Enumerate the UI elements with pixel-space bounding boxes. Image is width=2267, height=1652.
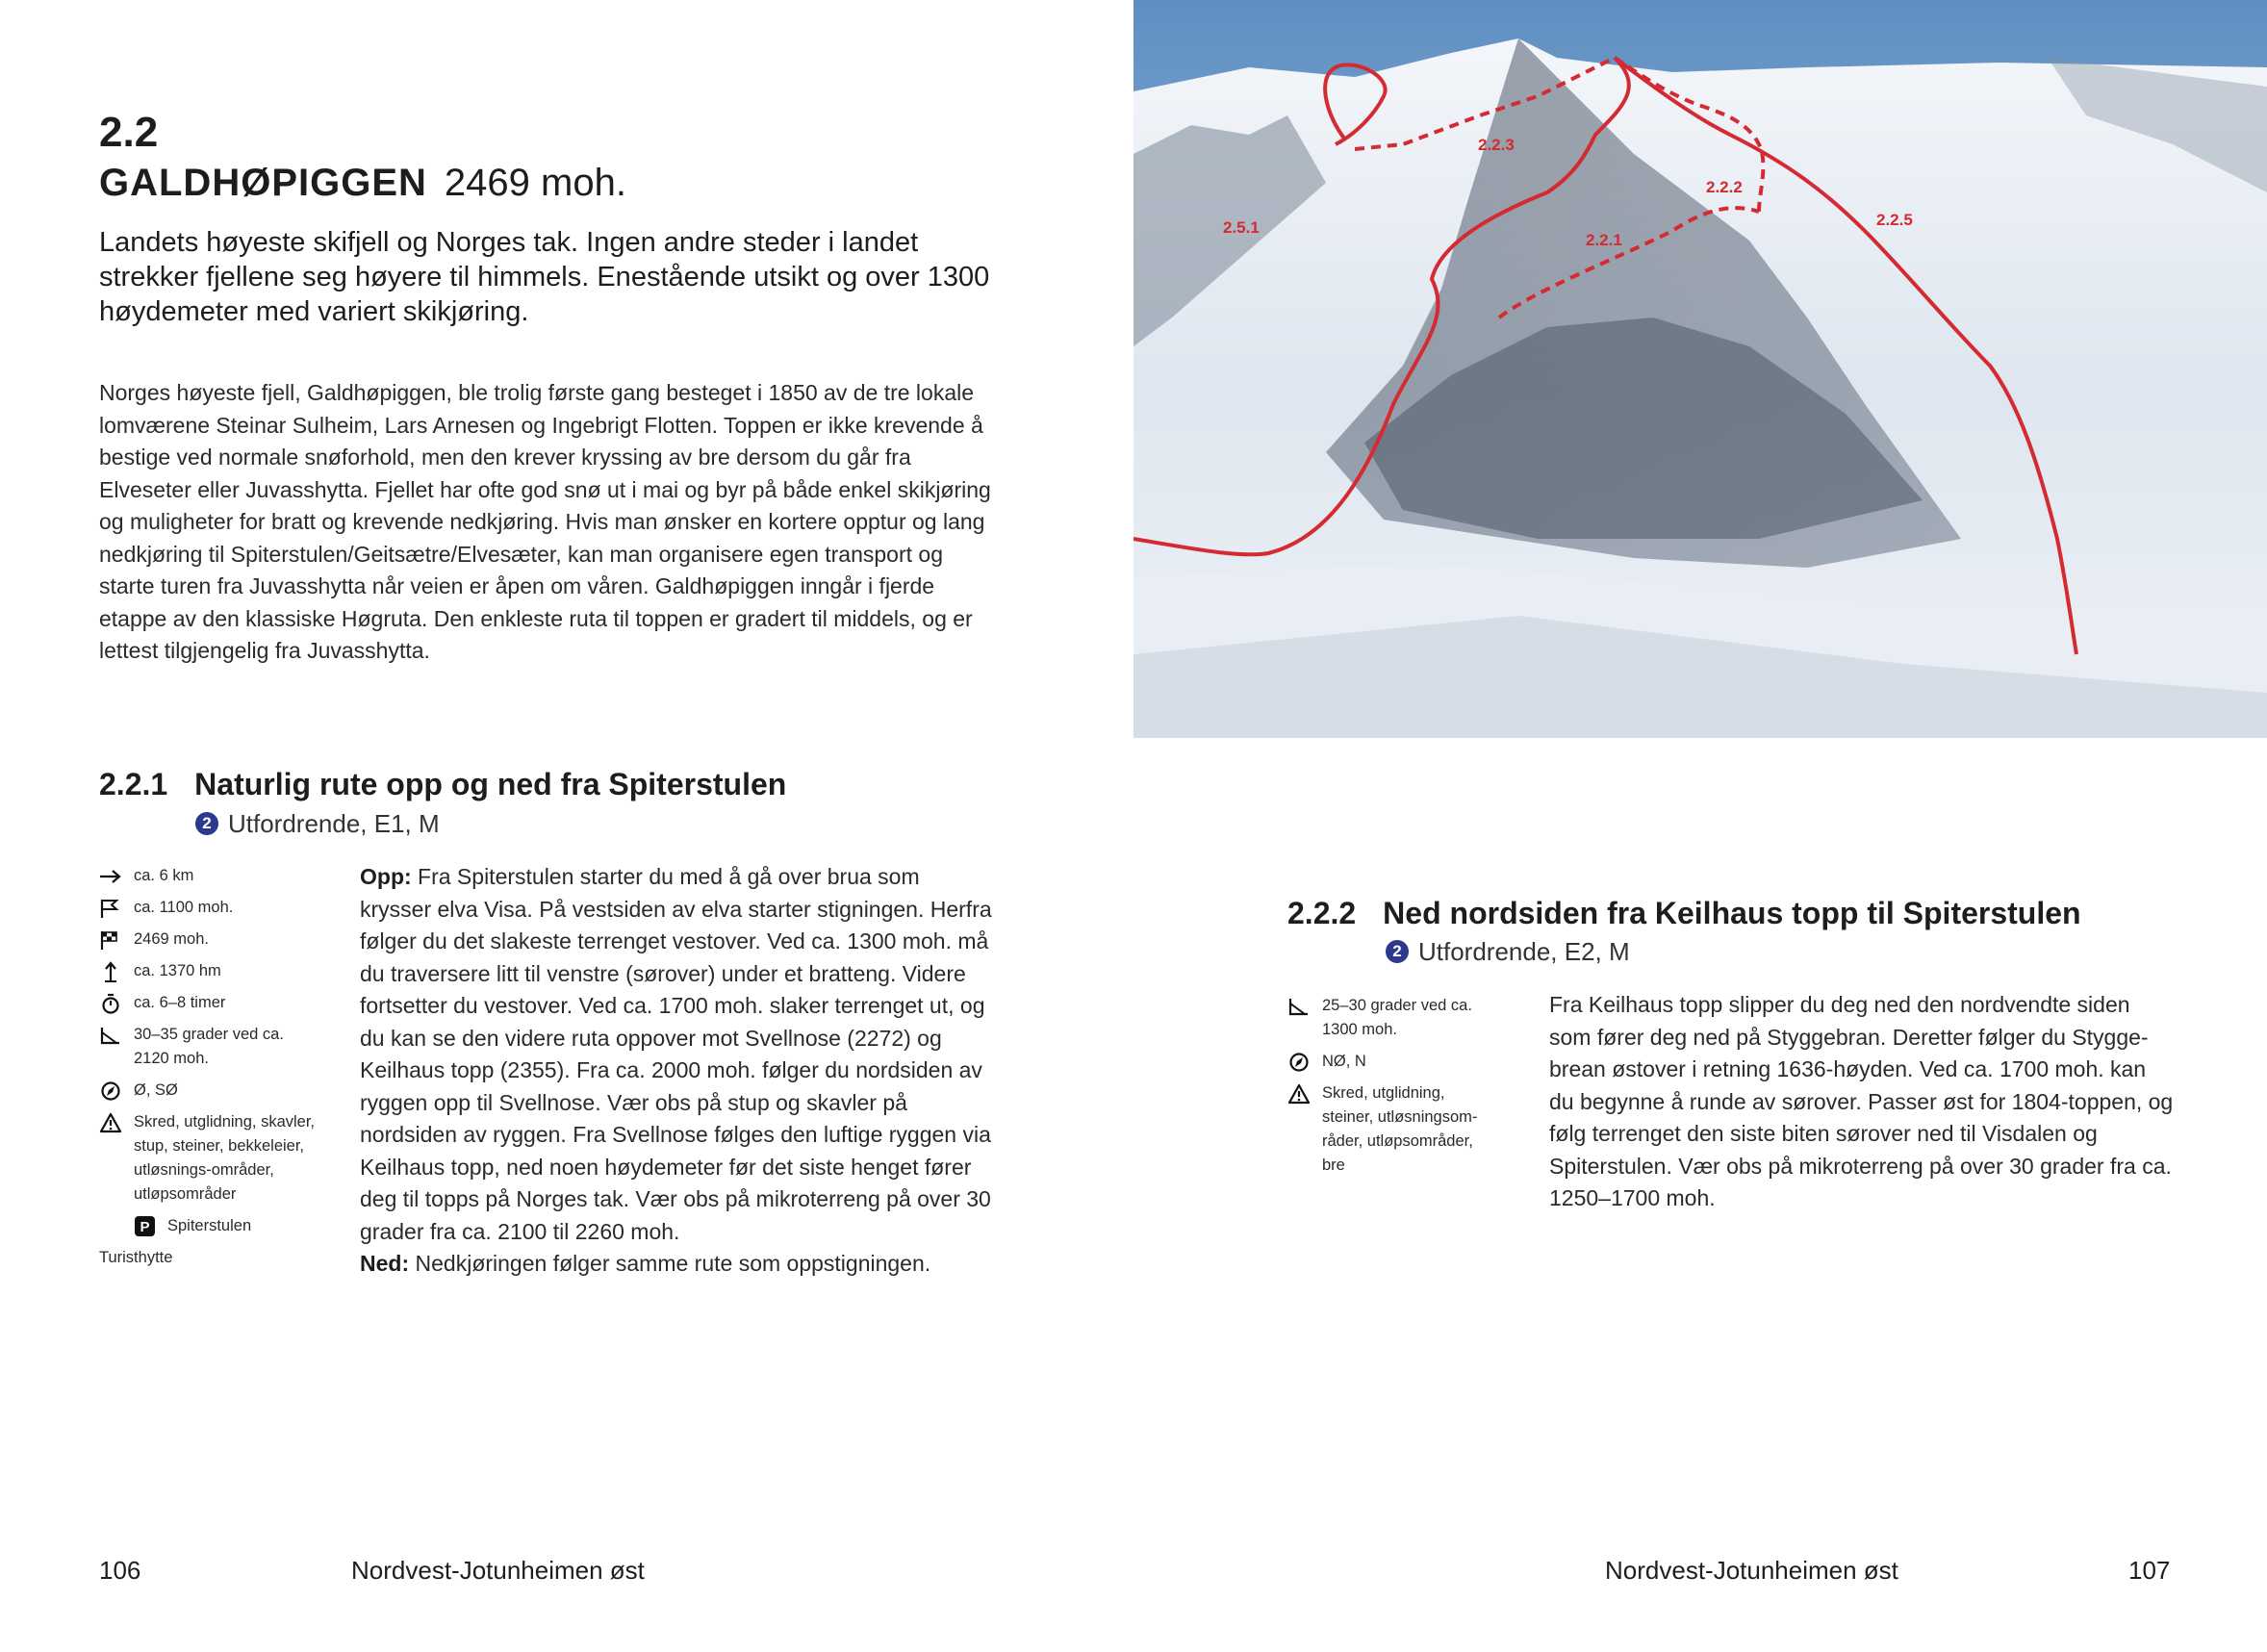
parking-icon	[134, 1216, 157, 1237]
route-title: Ned nordsiden fra Keilhaus topp til Spiterstulen	[1383, 896, 2081, 930]
label-225: 2.2.5	[1876, 211, 1913, 229]
grade-badge-icon: 2	[1386, 940, 1409, 963]
fact-aspect: NØ, N	[1287, 1050, 1499, 1074]
down-label: Ned:	[360, 1251, 410, 1276]
compass-icon	[1287, 1052, 1311, 1073]
grade-text: Utfordrende, E2, M	[1418, 937, 1630, 966]
mountain-altitude: 2469 moh.	[444, 162, 626, 204]
fact-steepness: 25–30 grader ved ca. 1300 moh.	[1287, 994, 1499, 1042]
svg-text:P: P	[140, 1219, 150, 1235]
lead-paragraph: Landets høyeste skifjell og Norges tak. Ingen andre steder i landet strekker fjellene seg høyere til himmels. Enestående utsikt og over 1300 høydemeter med variert skikjøring.	[99, 227, 990, 327]
route-222-heading	[1287, 894, 2081, 932]
ascent-arrow-icon	[99, 961, 122, 982]
section-title	[99, 158, 626, 208]
fact-steepness: 30–35 grader ved ca. 2120 moh.	[99, 1023, 320, 1071]
label-223: 2.2.3	[1478, 136, 1515, 154]
stopwatch-icon	[99, 993, 122, 1014]
fact-summit: 2469 moh.	[99, 928, 320, 952]
route-222-grade	[1386, 936, 1630, 967]
flag-icon	[99, 898, 122, 919]
fact-lodging: Turisthytte	[99, 1249, 173, 1266]
route-number: 2.2.2	[1287, 896, 1357, 930]
fact-hazards: Skred, utglidning, steiner, utløsningsom-råder, utløpsområder, bre	[1287, 1081, 1499, 1178]
running-header-right: Nordvest-Jotunheimen øst	[1605, 1556, 1898, 1585]
label-221: 2.2.1	[1586, 231, 1622, 249]
running-header-left: Nordvest-Jotunheimen øst	[351, 1556, 645, 1585]
slope-angle-icon	[1287, 996, 1311, 1017]
fact-time: ca. 6–8 timer	[99, 991, 320, 1015]
grade-text: Utfordrende, E1, M	[228, 809, 440, 838]
arrow-right-icon	[99, 866, 122, 887]
page-number-right: 107	[2128, 1556, 2171, 1585]
down-text: Nedkjøringen følger samme rute som oppstigningen.	[409, 1251, 931, 1276]
mountain-name: GALDHØPIGGEN	[99, 162, 427, 204]
checkered-flag-icon	[99, 929, 122, 951]
mountain-photo	[1134, 0, 2267, 738]
compass-icon	[99, 1080, 122, 1102]
warning-triangle-icon	[99, 1112, 122, 1133]
fact-distance: ca. 6 km	[99, 864, 320, 888]
label-222: 2.2.2	[1706, 178, 1743, 196]
fact-parking: P Spiterstulen	[99, 1214, 320, 1238]
route-number: 2.2.1	[99, 767, 168, 801]
route-222-description: Fra Keilhaus topp slipper du deg ned den nordvendte siden som fører deg ned på Styggebran. Deretter følger du Stygge-brean østover i retning 1636-høyden. Ved ca. 1700 moh. kan du begynne å runde av sørover. Passer øst for 1804-toppen, og følg terrenget den siste biten sørover ned til Visdalen og Spiterstulen. Vær obs på mikroterreng på over 30 grader fra ca. 1250–1700 moh.	[1549, 992, 2174, 1210]
fact-ascent: ca. 1370 hm	[99, 959, 320, 983]
slope-angle-icon	[99, 1025, 122, 1046]
fact-hazards: Skred, utglidning, skavler, stup, steiner, bekkeleier, utløsnings-områder, utløpsområder	[99, 1110, 320, 1207]
route-221-facts	[99, 864, 320, 1270]
fact-start: ca. 1100 moh.	[99, 896, 320, 920]
route-title: Naturlig rute opp og ned fra Spiterstulen	[194, 767, 787, 801]
section-number: 2.2	[99, 109, 159, 156]
up-text: Fra Spiterstulen starter du med å gå over brua som krysser elva Visa. På vestsiden av elva starter stigningen. Herfra følger du det slakeste terrenget vestover. Ved ca. 1300 moh. må du traversere litt til venstre (sørover) under et bratteng. Videre fortsetter du vestover. Ved ca. 1700 moh. slaker terrenget ut, og du kan se den videre ruta oppover mot Svellnose (2272) og Keilhaus topp (2355). Fra ca. 2000 moh. følger du nordsiden av ryggen opp til Svellnose. Vær obs på stup og skavler på nordsiden av ryggen. Fra Svellnose følges den luftige ryggen via Keilhaus topp, ned noen høydemeter før det siste henget fører deg til topps på Norges tak. Vær obs på mikroterreng på over 30 grader fra ca. 2100 til 2260 moh.	[360, 864, 992, 1244]
page-number-left: 106	[99, 1556, 141, 1585]
intro-paragraph: Norges høyeste fjell, Galdhøpiggen, ble trolig første gang besteget i 1850 av de tre lokale lomværene Steinar Sulheim, Lars Arnesen og Ingebrigt Flotten. Toppen er ikke krevende å bestige ved normale snøforhold, men den krever kryssing av bre dersom du går fra Elveseter eller Juvasshytta. Fjellet har ofte god snø ut i mai og byr på både enkel skikjøring og muligheter for bratt og krevende nedkjøring. Hvis man ønsker en kortere opptur og lang nedkjøring til Spiterstulen/Geitsætre/Elvesæter, kan man organisere egen transport og starte turen fra Juvasshytta når veien er åpen om våren. Galdhøpiggen inngår i fjerde etappe av den klassiske Høgruta. Den enkleste ruta til toppen er gradert til middels, og er lettest tilgjengelig fra Juvasshytta.	[99, 380, 991, 663]
route-221-grade	[195, 808, 440, 839]
route-222-facts	[1287, 994, 1499, 1185]
fact-aspect: Ø, SØ	[99, 1079, 320, 1103]
grade-badge-icon: 2	[195, 812, 218, 835]
warning-triangle-icon	[1287, 1083, 1311, 1105]
route-221-heading	[99, 765, 786, 803]
label-251: 2.5.1	[1223, 218, 1260, 237]
route-221-description	[360, 861, 995, 1281]
up-label: Opp:	[360, 864, 412, 889]
